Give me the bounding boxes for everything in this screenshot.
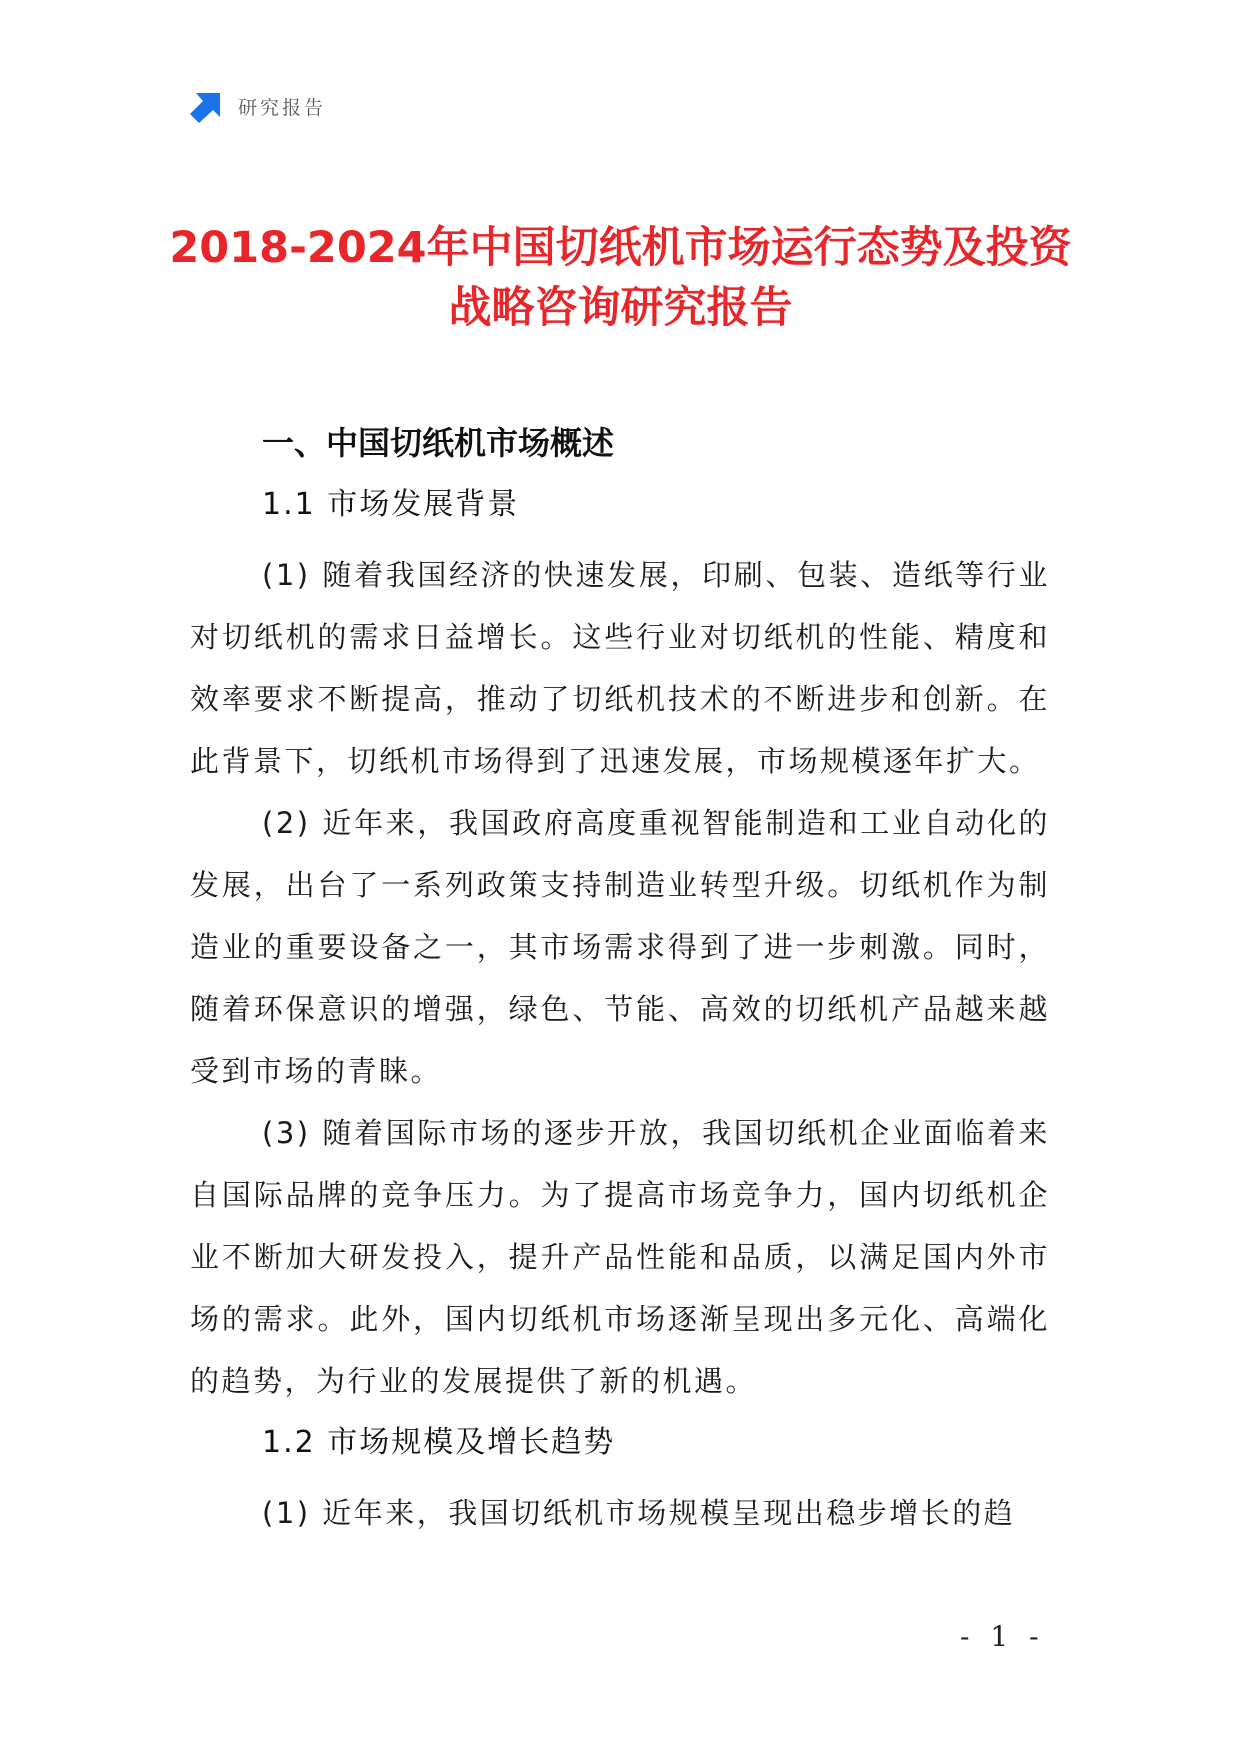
document-header [190,88,326,124]
paragraph: (1) 随着我国经济的快速发展，印刷、包装、造纸等行业对切纸机的需求日益增长。这些行业对切纸机的性能、精度和效率要求不断提高，推动了切纸机技术的不断进步和创新。在此背景下，切纸机市场得到了迅速发展，市场规模逐年扩大。 [190,558,1050,778]
paragraph: (2) 近年来，我国政府高度重视智能制造和工业自动化的发展，出台了一系列政策支持制造业转型升级。切纸机作为制造业的重要设备之一，其市场需求得到了进一步刺激。同时，随着环保意识的增强，绿色、节能、高效的切纸机产品越来越受到市场的青睐。 [190,806,1050,1088]
paragraph: (3) 随着国际市场的逐步开放，我国切纸机企业面临着来自国际品牌的竞争压力。为了提高市场竞争力，国内切纸机企业不断加大研发投入，提升产品性能和品质，以满足国内外市场的需求。此外，国内切纸机市场逐渐呈现出多元化、高端化的趋势，为行业的发展提供了新的机遇。 [190,1116,1050,1398]
page-number: - 1 - [960,1620,1045,1653]
subsection-heading: 1.1 市场发展背景 [262,487,520,522]
document-body [190,420,1050,1544]
report-title: 2018-2024年中国切纸机市场运行态势及投资战略咨询研究报告 [169,223,1072,333]
subsection-heading: 1.2 市场规模及增长趋势 [262,1425,616,1460]
header-label: 研究报告 [238,96,327,119]
arrow-up-right-icon [190,89,224,123]
section-heading: 一、中国切纸机市场概述 [262,424,615,462]
paragraph: (1) 近年来，我国切纸机市场规模呈现出稳步增长的趋 [262,1496,1016,1530]
